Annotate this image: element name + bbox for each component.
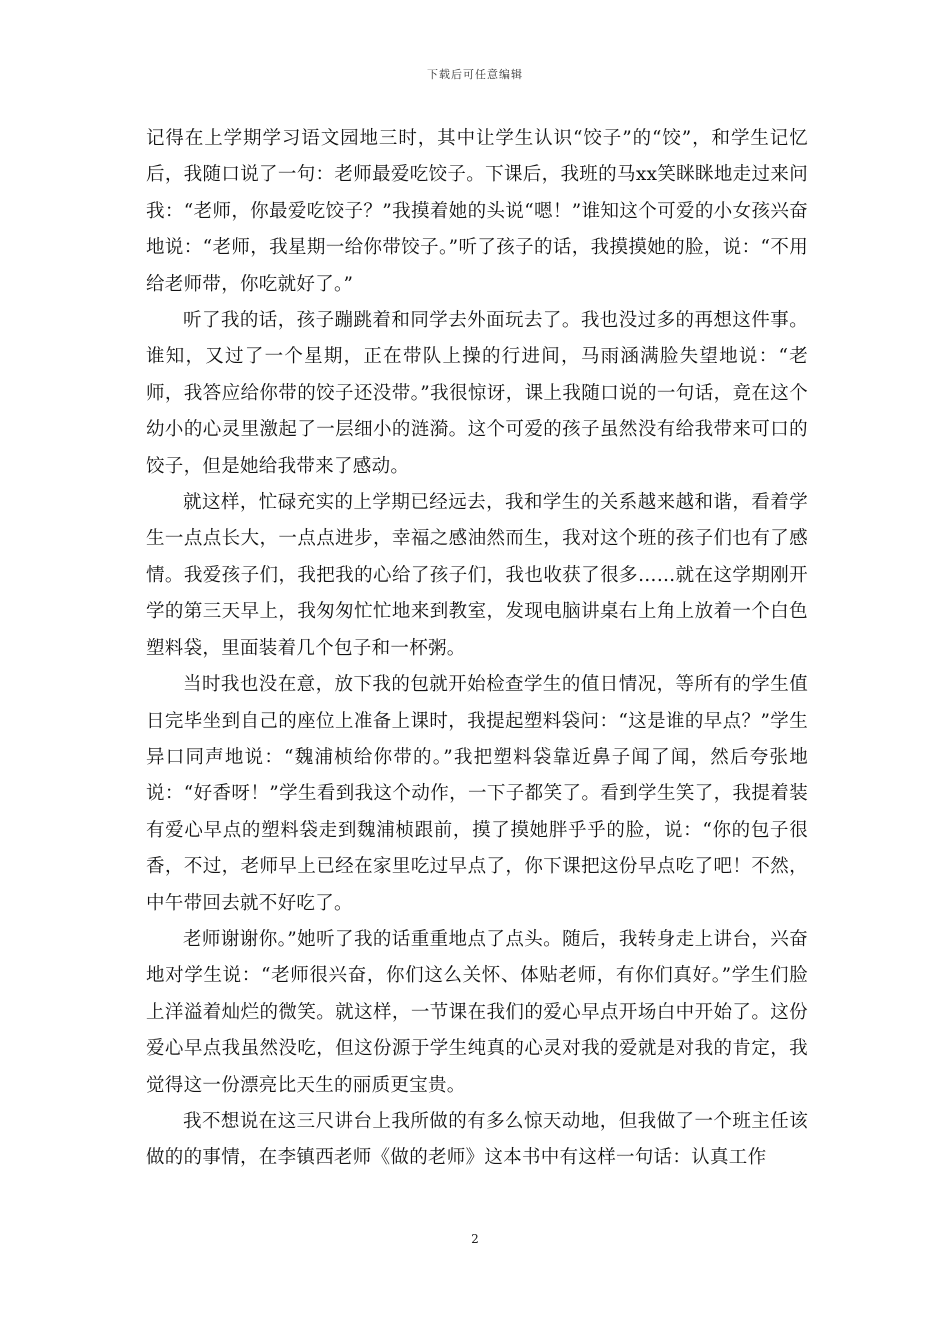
paragraph-5: 老师谢谢你。”她听了我的话重重地点了点头。随后，我转身走上讲台，兴奋地对学生说：“老师很兴奋，你们这么关怀、体贴老师，有你们真好。”学生们脸上洋溢着灿烂的微笑。就这样，一节课在我们的爱心早点开场白中开始了。这份爱心早点我虽然没吃，但这份源于学生纯真的心灵对我的爱就是对我的肯定，我觉得这一份漂亮比天生的丽质更宝贵。 [146, 928, 808, 1096]
paragraph-6: 我不想说在这三尺讲台上我所做的有多么惊天动地，但我做了一个班主任该做的的事情，在李镇西老师《做的老师》这本书中有这样一句话：认真工作 [146, 1110, 808, 1169]
paragraph-3: 就这样，忙碌充实的上学期已经远去，我和学生的关系越来越和谐，看着学生一点点长大，一点点进步，幸福之感油然而生，我对这个班的孩子们也有了感情。我爱孩子们，我把我的心给了孩子们，我也收获了很多……就在这学期刚开学的第三天早上，我匆匆忙忙地来到教室，发现电脑讲桌右上角上放着一个白色塑料袋，里面装着几个包子和一杯粥。 [146, 492, 808, 659]
document-body [146, 121, 808, 1177]
paragraph-4: 当时我也没在意，放下我的包就开始检查学生的值日情况，等所有的学生值日完毕坐到自己的座位上准备上课时，我提起塑料袋问：“这是谁的早点？”学生异口同声地说：“魏浦桢给你带的。”我把塑料袋靠近鼻子闻了闻，然后夸张地说：“好香呀！”学生看到我这个动作，一下子都笑了。看到学生笑了，我提着装有爱心早点的塑料袋走到魏浦桢跟前，摸了摸她胖乎乎的脸，说：“你的包子很香，不过，老师早上已经在家里吃过早点了，你下课把这份早点吃了吧！不然，中午带回去就不好吃了。 [146, 674, 808, 914]
paragraph-2: 听了我的话，孩子蹦跳着和同学去外面玩去了。我也没过多的再想这件事。谁知，又过了一个星期，正在带队上操的行进间，马雨涵满脸失望地说：“老师，我答应给你带的饺子还没带。”我很惊讶，课上我随口说的一句话，竟在这个幼小的心灵里激起了一层细小的涟漪。这个可爱的孩子虽然没有给我带来可口的饺子，但是她给我带来了感动。 [146, 310, 808, 477]
page-number: 2 [471, 1232, 479, 1246]
page-header: 下载后可任意编辑 [427, 68, 523, 81]
paragraph-1: 记得在上学期学习语文园地三时，其中让学生认识“饺子”的“饺”，和学生记忆后，我随口说了一句：老师最爱吃饺子。下课后，我班的马xx笑眯眯地走过来问我：“老师，你最爱吃饺子？”我摸着她的头说“嗯！”谁知这个可爱的小女孩兴奋地说：“老师，我星期一给你带饺子。”听了孩子的话，我摸摸她的脸，说：“不用给老师带，你吃就好了。” [146, 128, 808, 295]
